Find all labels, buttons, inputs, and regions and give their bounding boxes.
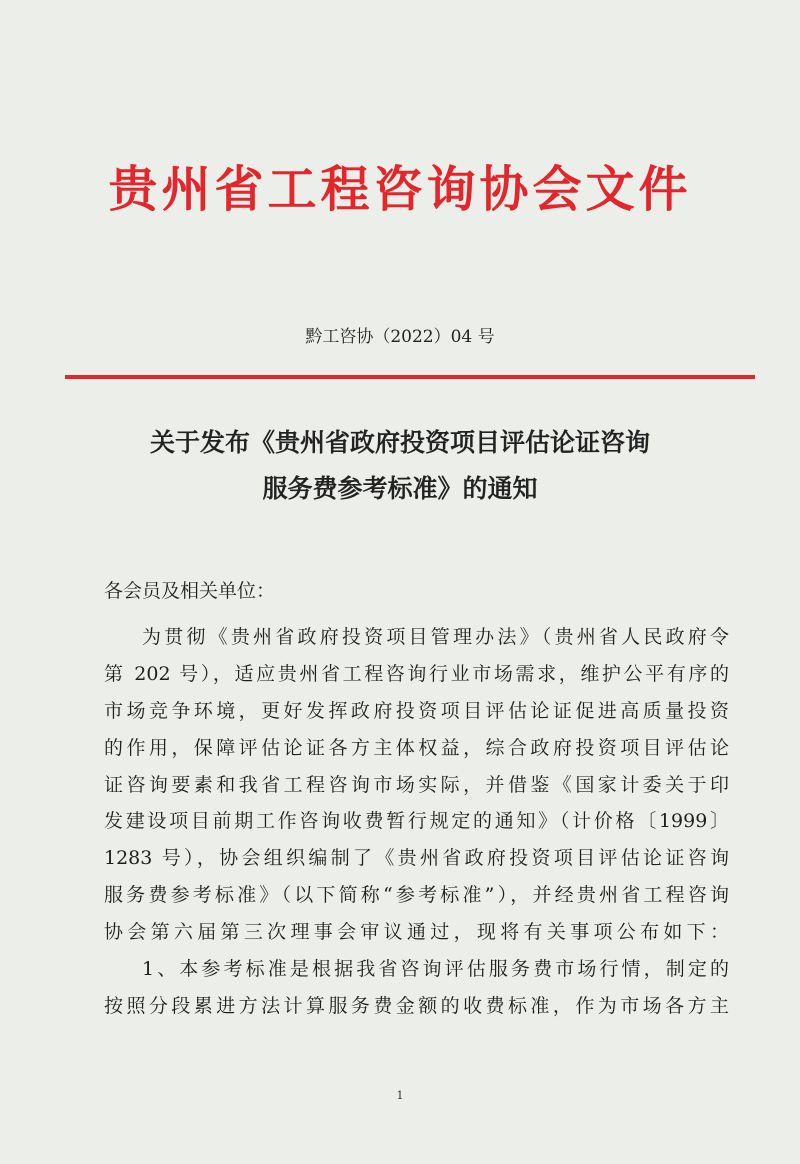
body-line: 证咨询要素和我省工程咨询市场实际，并借鉴《国家计委关于印 bbox=[104, 773, 729, 796]
body-line: 为贯彻《贵州省政府投资项目管理办法》（贵州省人民政府令 bbox=[142, 626, 729, 648]
body-line: 协会第六届第三次理事会审议通过，现将有关事项公布如下： bbox=[104, 921, 729, 944]
body-line: 的作用，保障评估论证各方主体权益，综合政府投资项目评估论 bbox=[104, 736, 729, 759]
page-number: 1 bbox=[396, 1089, 404, 1102]
body-line: 1、本参考标准是根据我省咨询评估服务费市场行情，制定的 bbox=[142, 958, 729, 981]
body-line: 第 202 号），适应贵州省工程咨询行业市场需求，维护公平有序的 bbox=[104, 662, 729, 685]
notice-title bbox=[0, 420, 800, 512]
body-line: 市场竞争环境，更好发挥政府投资项目评估论证促进高质量投资 bbox=[104, 699, 729, 722]
notice-title-line: 服务费参考标准》的通知 bbox=[262, 474, 538, 503]
body-line: 1283 号），协会组织编制了《贵州省政府投资项目评估论证咨询 bbox=[104, 847, 729, 870]
salutation: 各会员及相关单位： bbox=[104, 580, 276, 602]
red-divider-line bbox=[65, 375, 755, 379]
body-text bbox=[104, 619, 729, 1025]
document-number: 黔工咨协（2022）04 号 bbox=[305, 327, 495, 347]
notice-title-line: 关于发布《贵州省政府投资项目评估论证咨询 bbox=[149, 428, 650, 457]
body-line: 发建设项目前期工作咨询收费暂行规定的通知》（计价格〔1999〕 bbox=[104, 810, 729, 833]
body-line: 服务费参考标准》（以下简称“参考标准”），并经贵州省工程咨询 bbox=[104, 884, 729, 907]
body-line: 按照分段累进方法计算服务费金额的收费标准，作为市场各方主 bbox=[104, 994, 729, 1017]
document-header-title: 贵州省工程咨询协会文件 bbox=[108, 161, 692, 218]
